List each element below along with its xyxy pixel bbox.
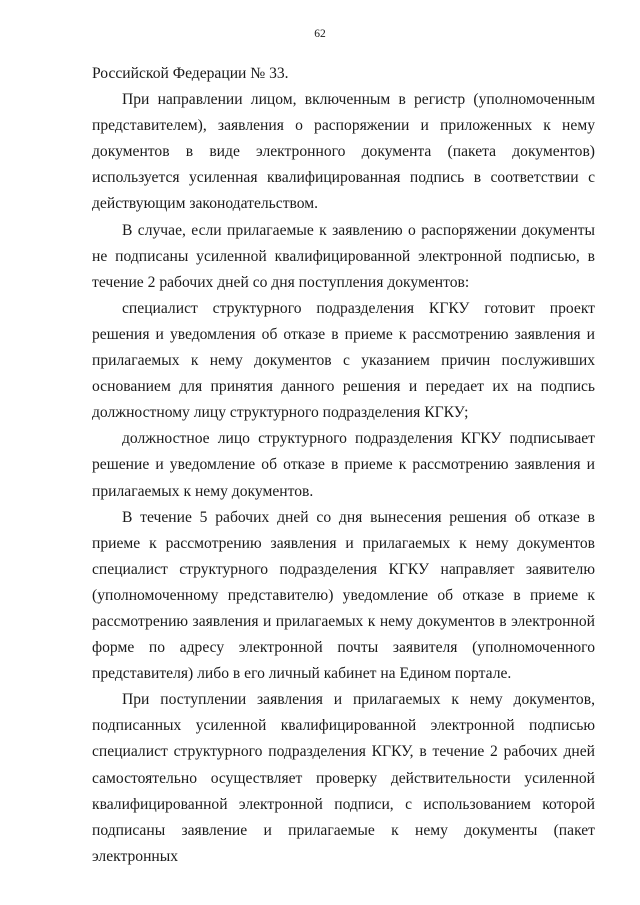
paragraph-notification-sent: В течение 5 рабочих дней со дня вынесения решения об отказе в приеме к рассмотрению заявления и прилагаемых к нему документов специалист структурного подразделения КГКУ направляет заявителю (уполномоченному представителю) уведомление об отказе в приеме к рассмотрению заявления и прилагаемых к нему документов в электронной форме по адресу электронной почты заявителя (уполномоченного представителя) либо в его личный кабинет на Едином портале.	[92, 508, 595, 683]
paragraph-official-signs: должностное лицо структурного подразделения КГКУ подписывает решение и уведомление об отказе в приеме к рассмотрению заявления и прилагаемых к нему документов.	[92, 430, 595, 500]
paragraph-specialist-prepares: специалист структурного подразделения КГКУ готовит проект решения и уведомления об отказе в приеме к рассмотрению заявления и прилагаемых к нему документов с указанием причин послуживших основанием для принятия данного решения и передает их на подпись должностному лицу структурного подразделения КГКУ;	[92, 299, 595, 422]
paragraph-unsigned-documents: В случае, если прилагаемые к заявлению о распоряжении документы не подписаны усиленной квалифицированной электронной подписью, в течение 2 рабочих дней со дня поступления документов:	[92, 221, 595, 291]
paragraph-signed-documents-check: При поступлении заявления и прилагаемых к нему документов, подписанных усиленной квалифицированной электронной подписью специалист структурного подразделения КГКУ, в течение 2 рабочих дней самостоятельно осуществляет проверку действительности усиленной квалифицированной электронной подписи, с использованием которой подписаны заявление и прилагаемые к нему документы (пакет электронных	[92, 691, 595, 865]
document-body	[92, 61, 595, 870]
paragraph-signature-requirement: При направлении лицом, включенным в регистр (уполномоченным представителем), заявления о распоряжении и приложенных к нему документов в виде электронного документа (пакета документов) используется усиленная квалифицированная подпись в соответствии с действующим законодательством.	[92, 91, 595, 213]
paragraph-continuation: Российской Федерации № 33.	[92, 65, 289, 82]
page-number: 62	[314, 28, 326, 40]
